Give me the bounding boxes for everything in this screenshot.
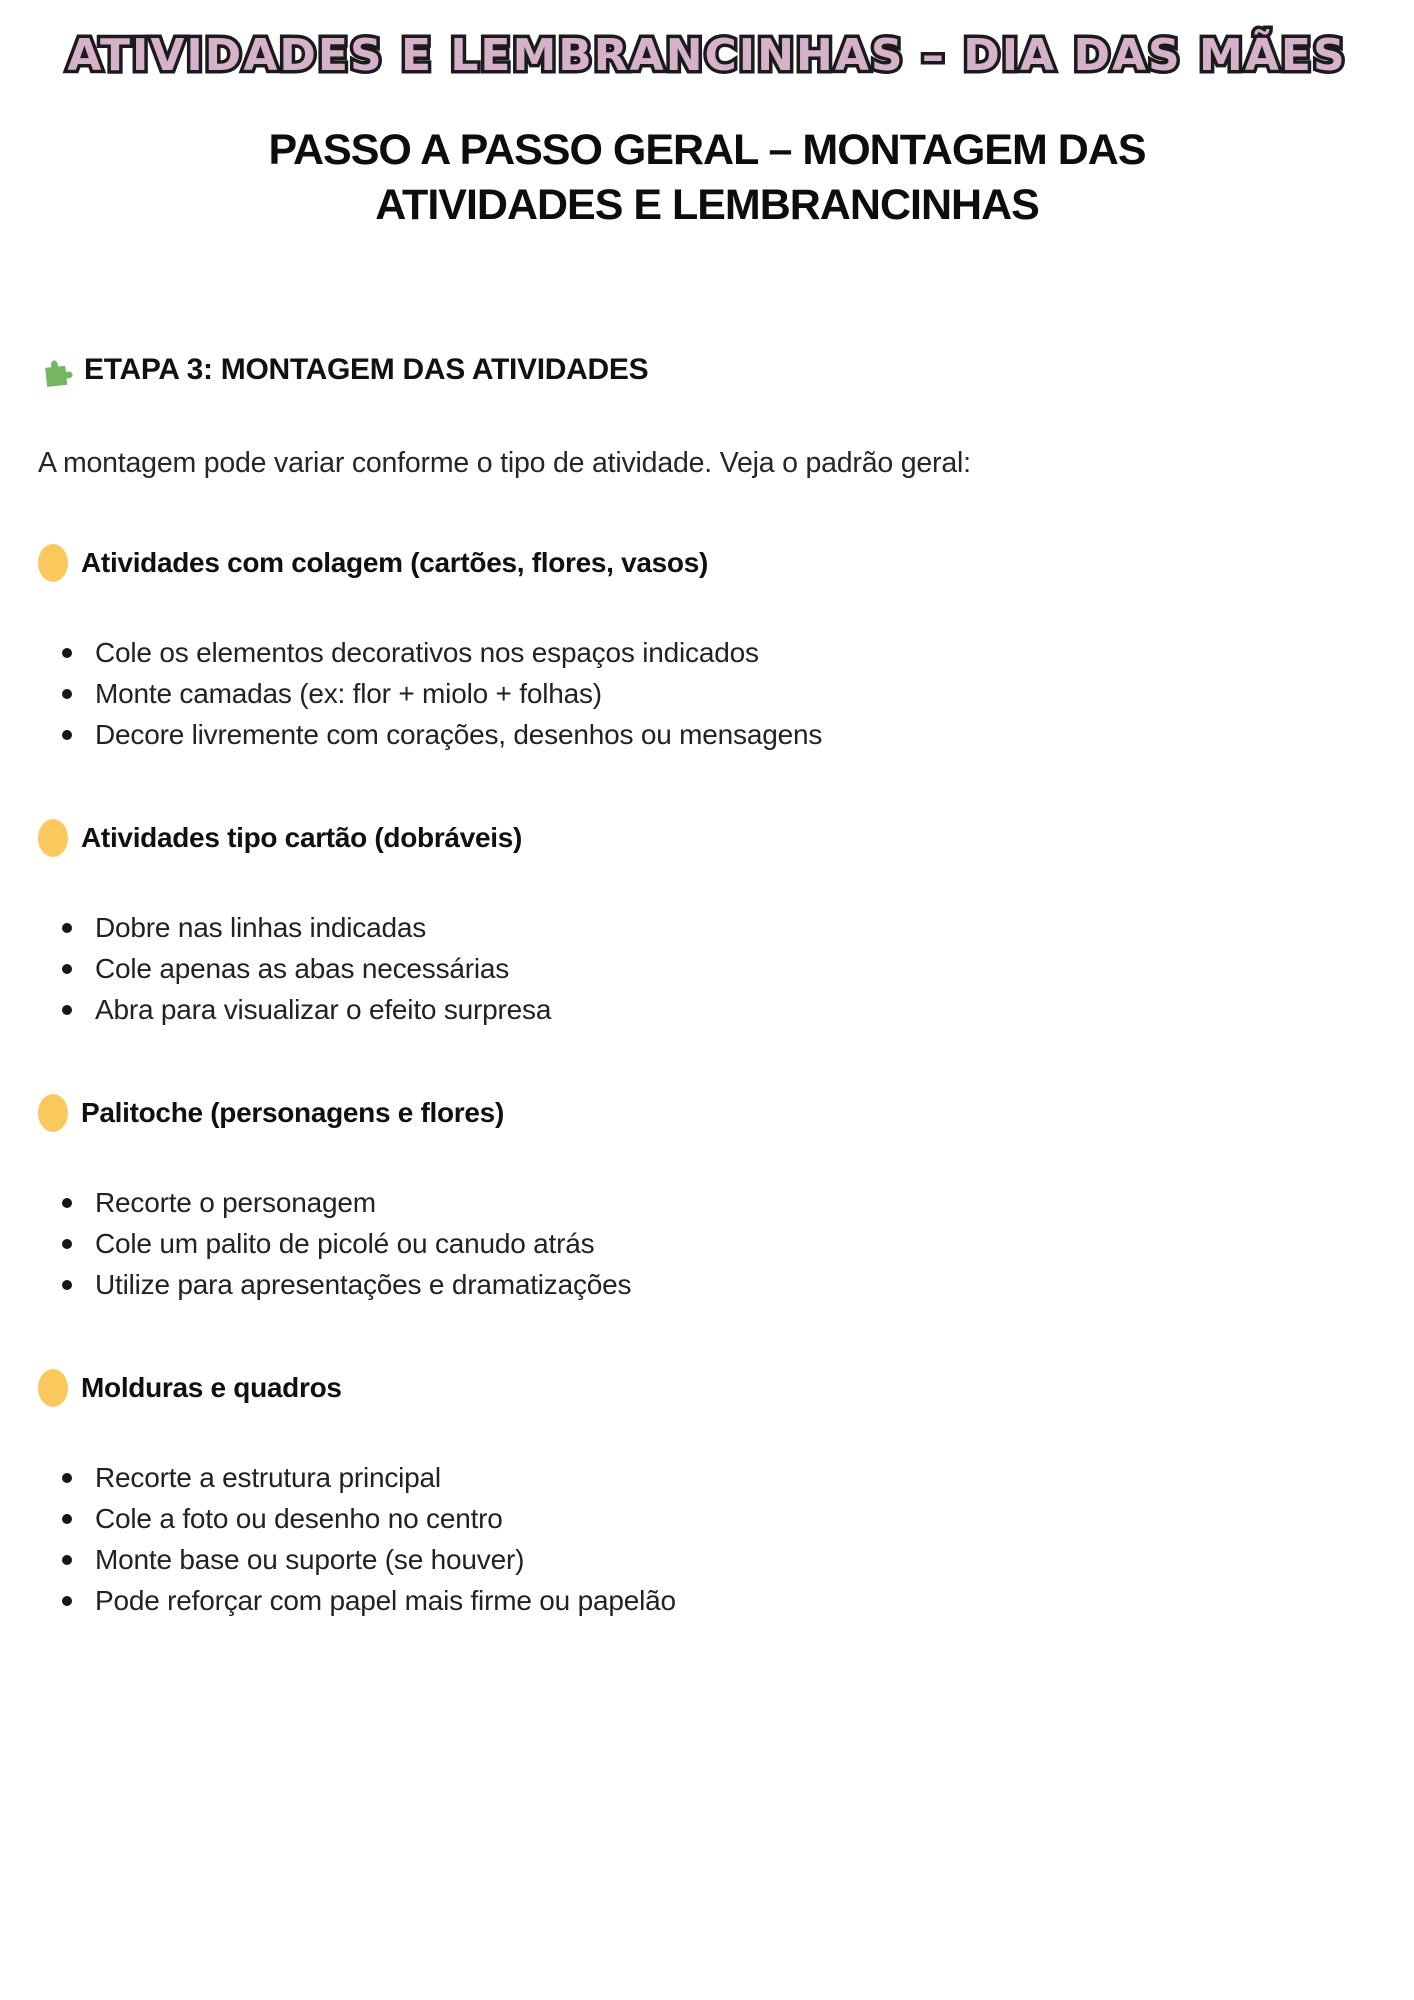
list-item-text: Monte base ou suporte (se houver) — [95, 1544, 525, 1576]
page-title — [38, 123, 1376, 233]
list-item — [62, 1457, 1376, 1498]
page-title-line-2: ATIVIDADES E LEMBRANCINHAS — [375, 181, 1039, 230]
bullet-list-colagem — [38, 632, 1376, 755]
yellow-circle-icon — [38, 544, 68, 582]
yellow-circle-icon — [38, 819, 68, 857]
banner-title: ATIVIDADES E LEMBRANCINHAS – DIA DAS MÃES ATIVIDADES E LEMBRANCINHAS – DIA DAS MÃES — [67, 33, 1346, 79]
step-heading-row — [38, 351, 1376, 389]
list-item — [62, 714, 1376, 755]
bullet-list-palitoche — [38, 1182, 1376, 1305]
list-item — [62, 1182, 1376, 1223]
bullet-dot-icon — [62, 1596, 72, 1606]
page-title-line-1: PASSO A PASSO GERAL – MONTAGEM DAS — [268, 126, 1146, 175]
bullet-dot-icon — [62, 1473, 72, 1483]
list-item — [62, 907, 1376, 948]
section-heading-palitoche — [38, 1094, 1376, 1132]
bullet-dot-icon — [62, 1005, 72, 1015]
bullet-dot-icon — [62, 923, 72, 933]
list-item-text: Recorte o personagem — [95, 1187, 376, 1219]
list-item — [62, 1580, 1376, 1621]
section-title: Atividades tipo cartão (dobráveis) — [81, 822, 523, 854]
list-item — [62, 632, 1376, 673]
list-item — [62, 673, 1376, 714]
bullet-dot-icon — [62, 730, 72, 740]
list-item — [62, 989, 1376, 1030]
list-item — [62, 1539, 1376, 1580]
section-title: Molduras e quadros — [81, 1372, 342, 1404]
section-heading-molduras — [38, 1369, 1376, 1407]
puzzle-icon — [38, 351, 74, 389]
banner — [38, 30, 1376, 81]
list-item-text: Cole um palito de picolé ou canudo atrás — [95, 1228, 595, 1260]
list-item-text: Recorte a estrutura principal — [95, 1462, 441, 1494]
section-title: Palitoche (personagens e flores) — [81, 1097, 504, 1129]
bullet-dot-icon — [62, 648, 72, 658]
section-heading-colagem — [38, 544, 1376, 582]
bullet-dot-icon — [62, 964, 72, 974]
list-item — [62, 1498, 1376, 1539]
list-item-text: Cole a foto ou desenho no centro — [95, 1503, 503, 1535]
bullet-dot-icon — [62, 1239, 72, 1249]
section-title: Atividades com colagem (cartões, flores, vasos) — [81, 547, 709, 579]
list-item-text: Pode reforçar com papel mais firme ou papelão — [95, 1585, 676, 1617]
yellow-circle-icon — [38, 1094, 68, 1132]
step-heading: ETAPA 3: MONTAGEM DAS ATIVIDADES — [84, 353, 649, 387]
list-item-text: Cole os elementos decorativos nos espaços indicados — [95, 637, 759, 669]
list-item — [62, 1264, 1376, 1305]
list-item — [62, 1223, 1376, 1264]
list-item-text: Monte camadas (ex: flor + miolo + folhas) — [95, 678, 602, 710]
intro-paragraph: A montagem pode variar conforme o tipo de atividade. Veja o padrão geral: — [38, 447, 971, 480]
list-item-text: Cole apenas as abas necessárias — [95, 953, 510, 985]
bullet-dot-icon — [62, 1198, 72, 1208]
bullet-dot-icon — [62, 1555, 72, 1565]
bullet-dot-icon — [62, 1280, 72, 1290]
bullet-dot-icon — [62, 689, 72, 699]
list-item-text: Dobre nas linhas indicadas — [95, 912, 427, 944]
list-item-text: Abra para visualizar o efeito surpresa — [95, 994, 552, 1026]
list-item-text: Utilize para apresentações e dramatizações — [95, 1269, 632, 1301]
bullet-dot-icon — [62, 1514, 72, 1524]
yellow-circle-icon — [38, 1369, 68, 1407]
section-heading-cartao — [38, 819, 1376, 857]
list-item — [62, 948, 1376, 989]
bullet-list-molduras — [38, 1457, 1376, 1621]
bullet-list-cartao — [38, 907, 1376, 1030]
list-item-text: Decore livremente com corações, desenhos ou mensagens — [95, 719, 823, 751]
